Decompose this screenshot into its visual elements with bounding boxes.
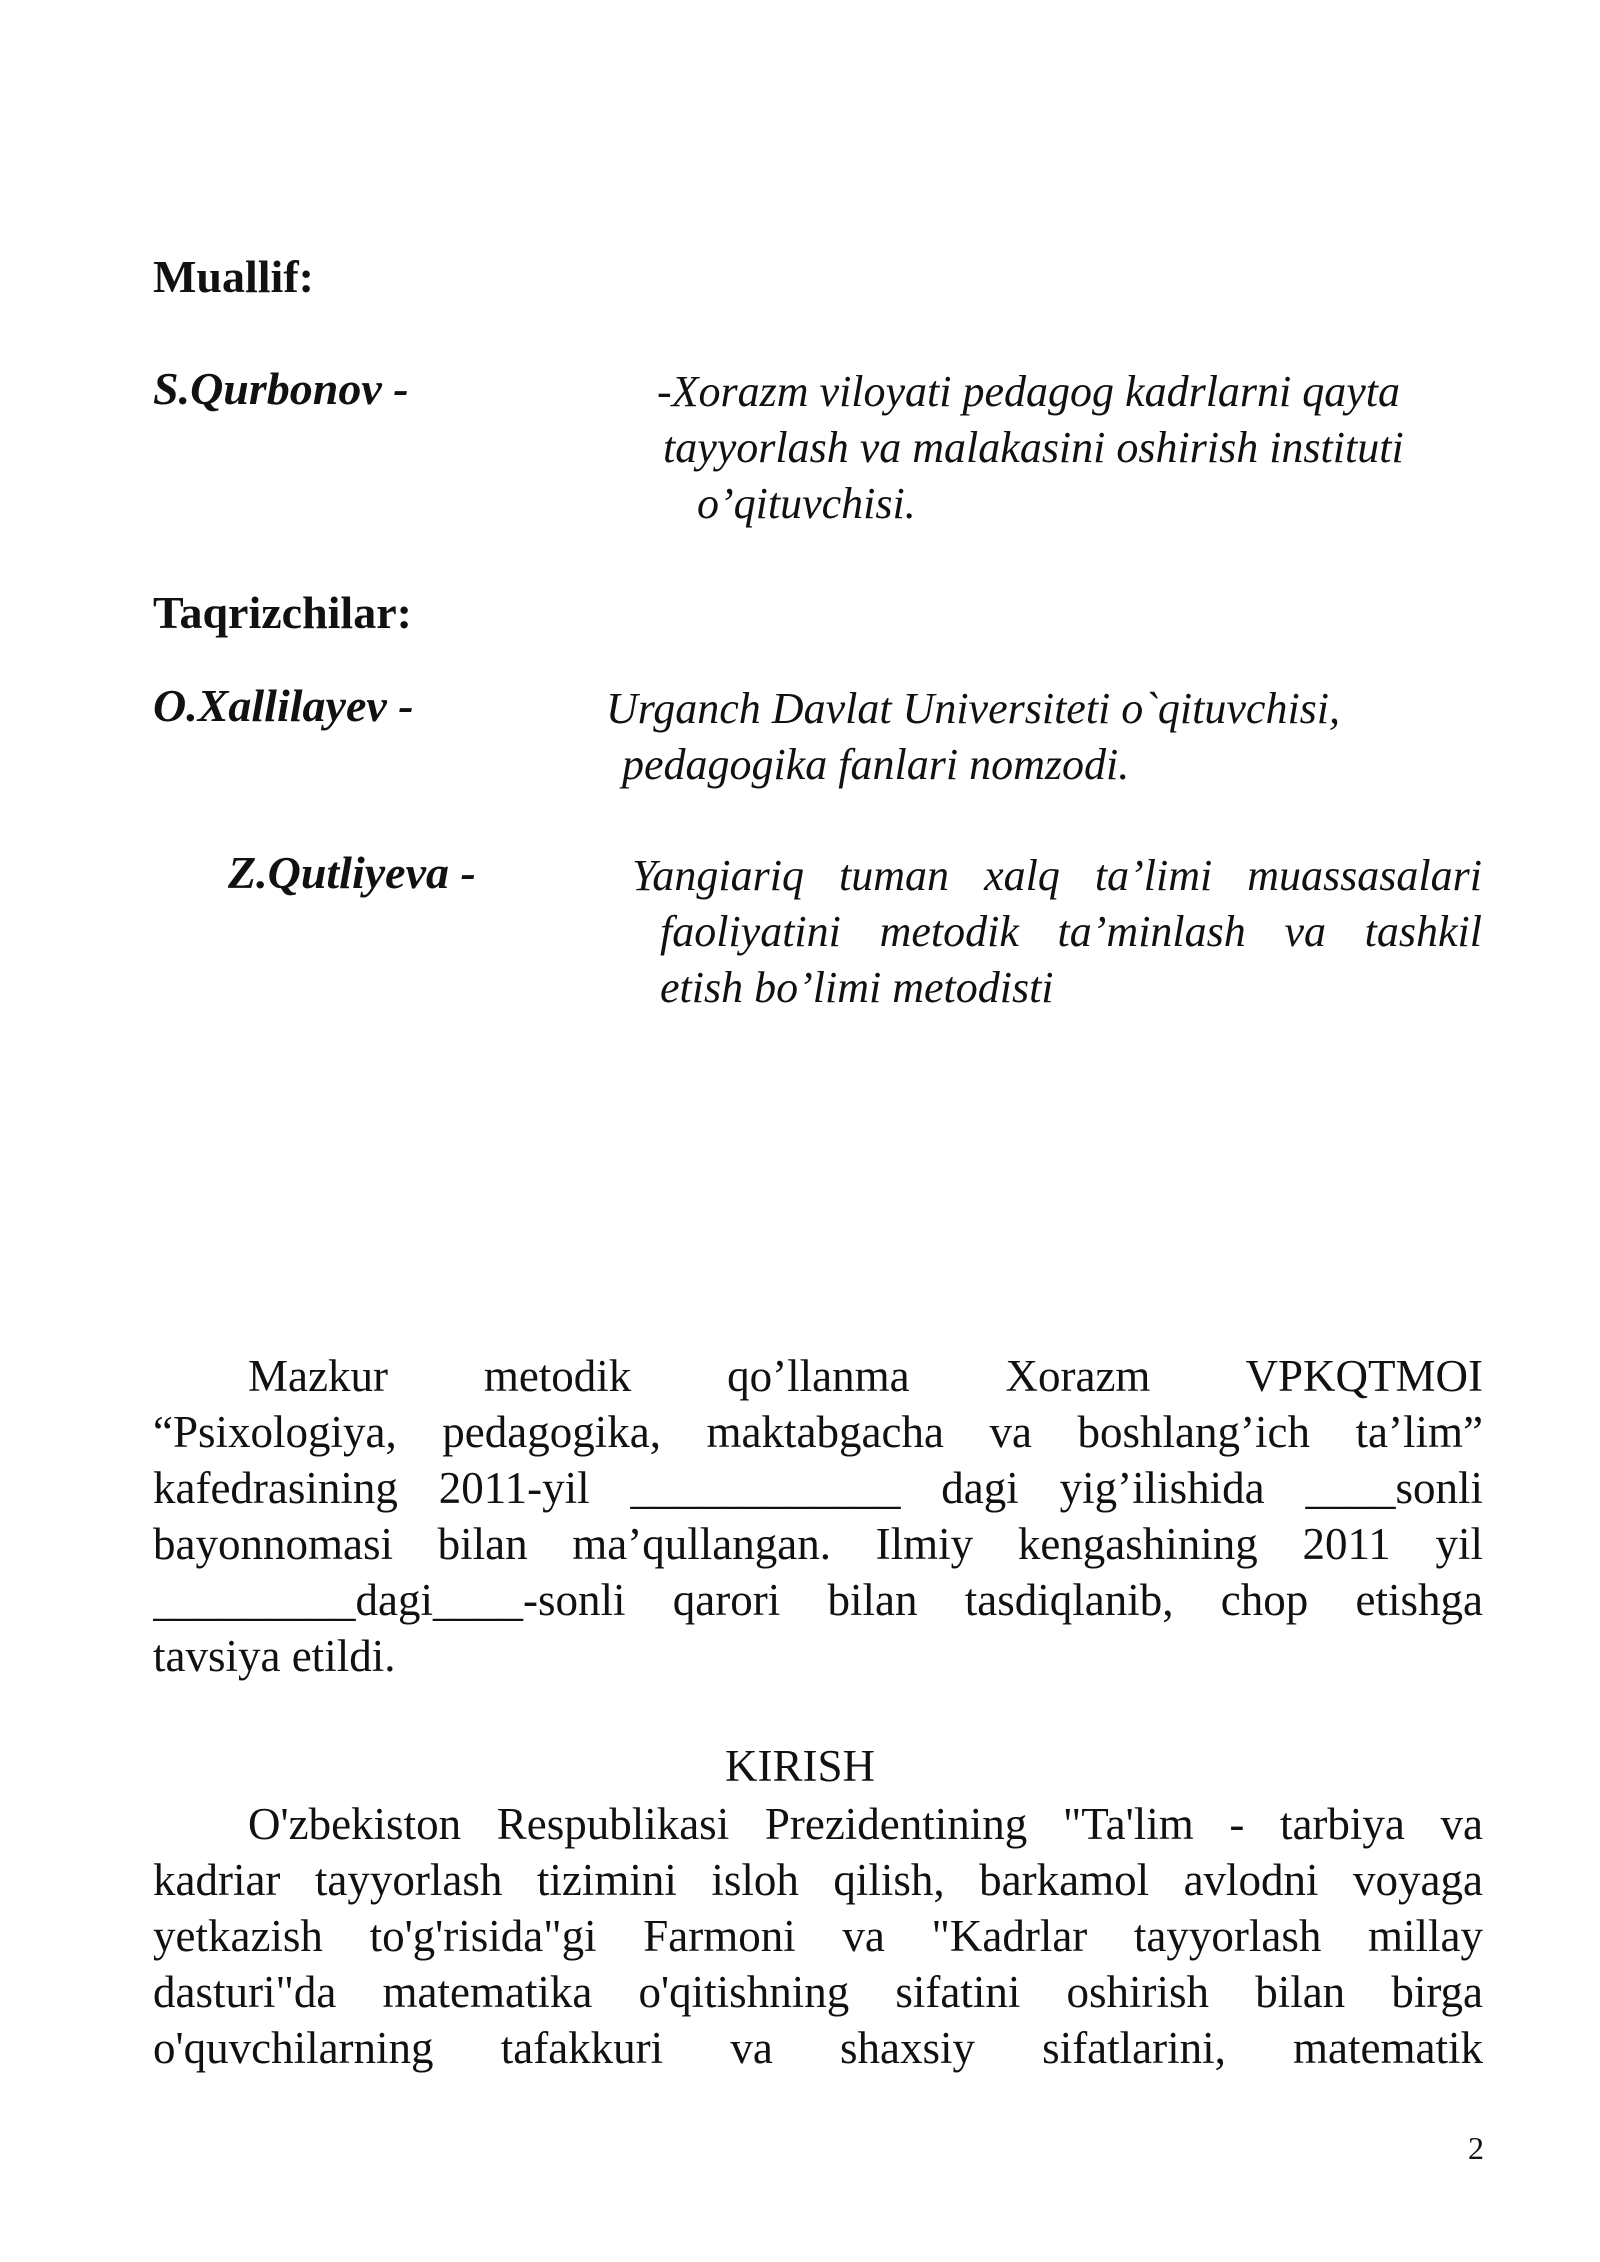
reviewer-description-line: Urganch Davlat Universiteti o`qituvchisi, (606, 684, 1341, 733)
paragraph-line: O'zbekiston Respublikasi Prezidentining "Ta'lim - tarbiya va (248, 1799, 1483, 1849)
paragraph-line: dasturi"da matematika o'qitishning sifatini oshirish bilan birga (153, 1967, 1483, 2017)
author-description-line: tayyorlash va malakasini oshirish instituti (663, 423, 1404, 472)
reviewer-description-line: etish bo’limi metodisti (660, 963, 1054, 1012)
author-heading: Muallif: (153, 251, 314, 302)
author-description (657, 364, 1404, 532)
approval-paragraph (153, 1348, 1483, 1684)
paragraph-line: tavsiya etildi. (153, 1631, 396, 1681)
paragraph-line: “Psixologiya, pedagogika, maktabgacha va boshlang’ich ta’lim” (153, 1407, 1483, 1457)
reviewer-name: O.Xallilayev - (153, 680, 414, 731)
reviewer-description-line: pedagogika fanlari nomzodi. (622, 740, 1130, 789)
section-title: KIRISH (724, 1741, 875, 1791)
author-description-line: o’qituvchisi. (697, 479, 916, 528)
author-description-line: -Xorazm viloyati pedagog kadrlarni qayta (657, 367, 1401, 416)
paragraph-line: _________dagi____-sonli qarori bilan tasdiqlanib, chop etishga (153, 1575, 1483, 1625)
paragraph-line: kafedrasining 2011-yil ____________ dagi yig’ilishida ____sonli (153, 1463, 1483, 1513)
reviewer-description (632, 848, 1482, 1016)
reviewer-description-line: Yangiariq tuman xalq ta’limi muassasalari (632, 851, 1482, 900)
reviewer-description (606, 681, 1340, 793)
reviewers-heading: Taqrizchilar: (153, 587, 412, 638)
paragraph-line: Mazkur metodik qo’llanma Xorazm VPKQTMOI (248, 1351, 1483, 1401)
page-number: 2 (1468, 2130, 1484, 2166)
paragraph-line: bayonnomasi bilan ma’qullangan. Ilmiy kengashining 2011 yil (153, 1519, 1483, 1569)
introduction-paragraph (153, 1796, 1483, 2076)
author-name: S.Qurbonov - (153, 363, 409, 414)
reviewer-description-line: faoliyatini metodik ta’minlash va tashkil (660, 907, 1482, 956)
paragraph-line: kadriar tayyorlash tizimini isloh qilish, barkamol avlodni voyaga (153, 1855, 1483, 1905)
reviewer-name: Z.Qutliyeva - (228, 847, 476, 898)
paragraph-line: o'quvchilarning tafakkuri va shaxsiy sifatlarini, matematik (153, 2023, 1483, 2073)
paragraph-line: yetkazish to'g'risida"gi Farmoni va "Kadrlar tayyorlash millay (153, 1911, 1483, 1961)
